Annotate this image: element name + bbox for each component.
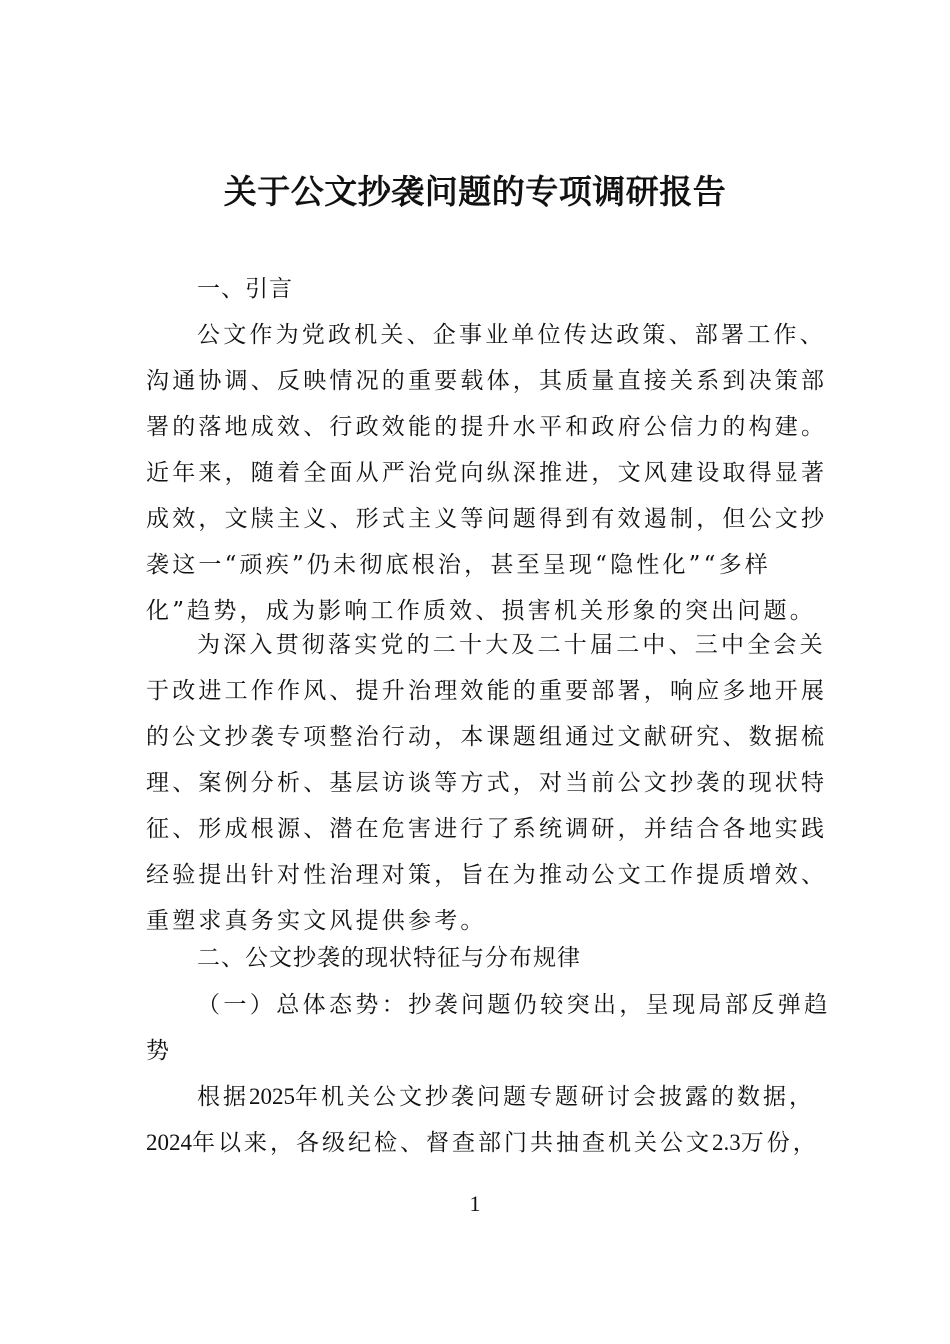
subsection-heading-overall-trend-continued: 势 — [146, 1038, 169, 1064]
paragraph-line: 理、案例分析、基层访谈等方式，对当前公文抄袭的现状特 — [146, 770, 828, 796]
paragraph-line: 重塑求真务实文风提供参考。 — [146, 908, 487, 934]
paragraph-line: 沟通协调、反映情况的重要载体，其质量直接关系到决策部 — [146, 368, 828, 394]
paragraph-line: 于改进工作作风、提升治理效能的重要部署，响应多地开展 — [146, 678, 828, 704]
section-heading-introduction: 一、引言 — [197, 276, 293, 302]
paragraph-line: 2024年以来，各级纪检、督查部门共抽查机关公文2.3万份， — [146, 1130, 819, 1156]
paragraph-line: 征、形成根源、潜在危害进行了系统调研，并结合各地实践 — [146, 816, 828, 842]
document-title: 关于公文抄袭问题的专项调研报告 — [223, 172, 727, 211]
subsection-heading-overall-trend: （一）总体态势：抄袭问题仍较突出，呈现局部反弹趋 — [197, 992, 831, 1018]
paragraph-line: 近年来，随着全面从严治党向纵深推进，文风建设取得显著 — [146, 460, 828, 486]
paragraph-line: 成效，文牍主义、形式主义等问题得到有效遏制，但公文抄 — [146, 506, 828, 532]
paragraph-line: 经验提出针对性治理对策，旨在为推动公文工作提质增效、 — [146, 862, 828, 888]
paragraph-line: 为深入贯彻落实党的二十大及二十届二中、三中全会关 — [197, 632, 826, 658]
paragraph-line: 的公文抄袭专项整治行动，本课题组通过文献研究、数据梳 — [146, 724, 828, 750]
paragraph-line: 署的落地成效、行政效能的提升水平和政府公信力的构建。 — [146, 414, 828, 440]
paragraph-line: 袭这一“顽疾”仍未彻底根治，甚至呈现“隐性化”“多样 — [146, 552, 771, 578]
paragraph-line: 公文作为党政机关、企事业单位传达政策、部署工作、 — [197, 322, 826, 348]
paragraph-line: 化”趋势，成为影响工作质效、损害机关形象的突出问题。 — [146, 598, 816, 624]
page-number: 1 — [469, 1191, 481, 1216]
section-heading-status: 二、公文抄袭的现状特征与分布规律 — [197, 945, 581, 971]
paragraph-line: 根据2025年机关公文抄袭问题专题研讨会披露的数据， — [197, 1084, 815, 1110]
